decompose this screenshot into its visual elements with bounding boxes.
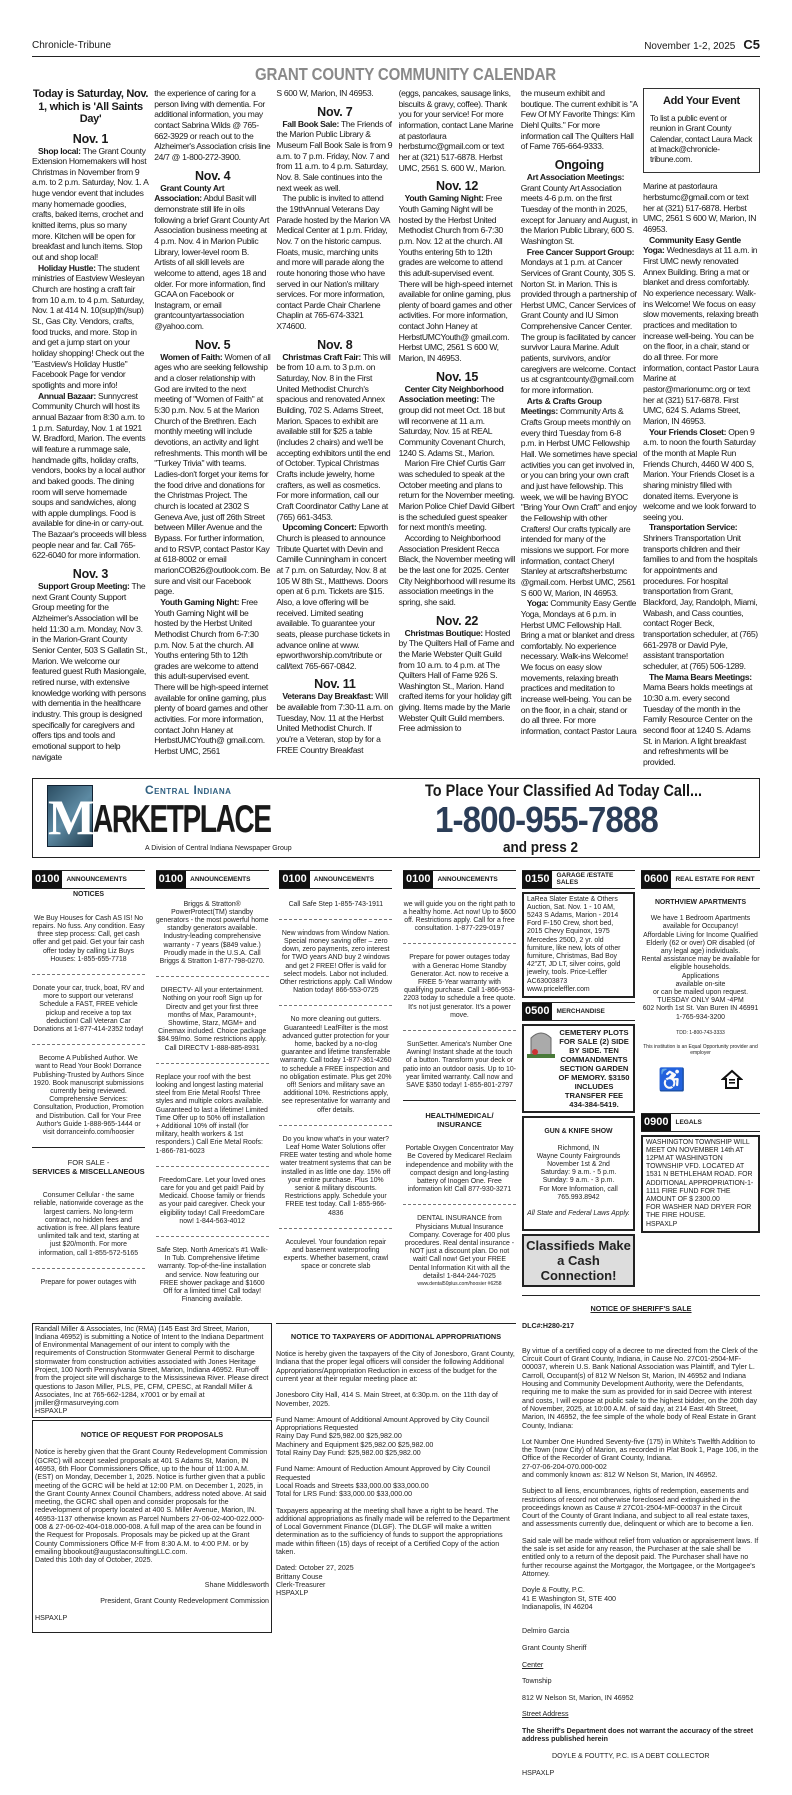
event-text: Shriners Transportation Unit transports children and their families to and from the hospitals for appointments and procedures. For hospital transportation from Grant, Blackford, Jay, Randolph, Miami, Wabash, and Cass counties, contact Roger Beck, transportation scheduler, at (765) 661-2978 or David Pyle, assistant transportation scheduler, at (765) 506-1289. (642, 533, 758, 672)
classified-column-garage-merch (522, 870, 635, 1287)
event-continued: S 600 W, Marion, IN 46953. (276, 88, 374, 98)
address-label: Street Address (522, 1710, 569, 1719)
sheriff-paragraph: By virtue of a certified copy of a decree to me directed from the Clerk of the Circuit Court of Grant County, Indiana, in Cause No. 27C01-2504-MF-000037, wherein U.S. Bank National Association was Plaintiff, and Tyler L. Carroll, Occupant(s) of 812 W Nelson St, Marion, IN 46952 and Indiana Housing and Community Development Authority, were the Defendants, requiring me to make the sum as provided for in said Decree with interest and costs, I will expose at public sale to the highest bidder, on the 20th day of November, 2025, at 10:00 A.M. of said day, at 214 East 4th Street, Marion, IN 46952, the fee simple of the whole body of Real Estate in Grant County, Indiana: (522, 1346, 758, 1430)
event-entry (276, 119, 393, 194)
calendar-day-heading: Nov. 15 (435, 369, 479, 384)
issue-date (644, 37, 760, 52)
calendar-day-heading: Nov. 12 (435, 179, 479, 194)
apartments-text: We have 1 Bedroom Apartments available for Occupancy! Affordable Living for Income Qualified Elderly (62 or over) OR disabled (of any legal age) individuals. Rental assistance may be available for eligible households. Applications available on-site or can be mailed upon request. TUESDAY ONLY 9AM -4PM 602 North 1st St. Van Buren IN 46991 1-765-934-3200 (641, 915, 760, 1021)
rfp-code: HSPAXLP (35, 1614, 68, 1622)
event-text: Free Youth Gaming Night will be hosted by the Herbst United Methodist Church from 6-7:30 p.m. Nov. 12 at the church. All Youths entering 5th to 12th grades are welcome to attend this adult-supervised event. There will be high-speed internet available for online gaming, plus plenty of board games and other activities. For more information, contact John Haney at HerbstUMCYouth@ gmail.com. Herbst UMC, 2561 S 600 W, Marion, IN 46953. (398, 193, 513, 364)
event-text: The public is invited to attend the 19thAnnual Veterans Day Parade hosted by the Marion VA Medical Center at 1 p.m. Friday, Nov. 7 on the historic campus. Floats, music, marching units and more will parade along the route honoring those who have served in our Nation's military services. For more information, contact Parde Chair Charlene Chaplin at 765-674-3321 X74600. (276, 193, 390, 332)
event-text: This will be from 10 a.m. to 3 p.m. on Saturday, Nov. 8 in the First United Methodist Church's spacious and renovated Annex Building, 702 S. Adams Street, Marion. Spaces to exhibit are available still for $25 a table (includes 2 chairs) and we'll be accepting exhibitors until the end of October. Typical Christmas Crafts include jewelry, home crafters, as well as cosmetics. For more information, call our Craft Coordinator Cathy Lane at (765) 661-3453. (276, 351, 391, 522)
event-text: Will be available from 7:30-11 a.m. on Tuesday, Nov. 11 at the Herbst United Methodist Church. If you're a Veteran, stop by for a FREE Country Breakfast (276, 691, 393, 755)
classified-left (32, 870, 516, 1633)
event-continued: (eggs, pancakes, sausage links, biscuits & gravy, coffee). Thank you for your service! For more information, contact Lane Marine at pastorlaura herbstumc@gmail.com or text her at (321) 517-6878. Herbst UMC, 2561 S. 600 W., Marion. (398, 88, 514, 173)
calendar-column (32, 88, 149, 762)
section-code: 0100 (403, 871, 433, 888)
ad-text: DIRECTV- All your entertainment. Nothing on your roof! Sign up for Directv and get your first three months of Max, Paramount+, Showtime, Starz, MGM+ and Cinemax included. Choice package $84.99/mo. Some restrictions apply. Call DIRECTV 1-888-885-8931 (157, 987, 267, 1052)
ad-text: New windows from Window Nation. Special money saving offer – zero down, zero payments, zero interest for TWO years AND buy 2 windows and get 2 FREE! Offer is valid for select models. Labor not included. Other restrictions apply. Call Window Nation today! 866-553-0725 (279, 929, 393, 995)
event-title: Christmas Craft Fair: (282, 351, 361, 362)
event-entry (399, 628, 516, 735)
classified-ad (32, 1045, 145, 1147)
event-title: Arts & Crafts Group Meetings: (520, 395, 602, 417)
page-header (32, 0, 760, 88)
sheriff-title-role: Grant County Sheriff (522, 1644, 587, 1653)
event-title: Center City Neighborhood Association meeting: (398, 383, 504, 405)
event-text: According to Neighborhood Association President Recca Black, the November meeting will be the last one for 2025. Center City Neighborhood will resume its association meetings in the spring, she said. (398, 532, 516, 607)
wheelchair-accessible-icon: ♿ (658, 1067, 686, 1093)
event-entry (32, 391, 149, 562)
sheriff-paragraph: Said sale will be made without relief from valuation or appraisement laws. If the sale is set aside for any reason, the Purchaser at the sale shall be entitled only to a return of the deposit paid. The Purchaser shall have no further recourse against the Mortgagor, the Mortgagee, or the Mortgagee's Attorney. (522, 1536, 759, 1578)
ad-text: we will guide you on the right path to a healthy home. Act now! Up to $600 off. Restrictions apply. Call for a free consultation. 1-877-229-0197 (403, 900, 516, 933)
taxpayers-paragraph: Fund Name: Amount of Reduction Amount Approved by City Council Requested Local Roads and Streets $33,000.00 $33,000.00 Total for LRS Fund: $33,000.00 $33,000.00 (276, 1465, 491, 1499)
section-header (156, 870, 269, 889)
taxpayers-paragraph: Dated: October 27, 2025 Brittany Couse Clerk-Treasurer HSPAXLP (276, 1564, 354, 1598)
classified-ad (156, 1167, 269, 1237)
section-header-merch (522, 1002, 635, 1021)
event-title: Grant County Art Association: (154, 182, 225, 204)
event-continued: the experience of caring for a person living with dementia. For additional information, you may contact Sabrina Wilds @ 765-662-3929 or reach out to the Alzheimer's Association crisis line 24/7 @ 1-800-272-3900. (154, 88, 271, 162)
event-continued: the museum exhibit and boutique. The current exhibit is "A Few Of MY Favorite Things: Kim Diehl Quilts." For more information call The Quilters Hall of Fame 765-664-9333. (520, 88, 638, 152)
sheriff-code: HSPAXLP (522, 1768, 555, 1777)
classified-ad (156, 1064, 269, 1167)
event-text: Wednesdays at 11 a.m. in First UMC newly renovated Annex Building. Bring a mat or blanket and dress comfortably. No experience necessary. Walk-ins Welcome! We focus on easy slow movements, relaxing breath practices and meditation to increase well-being. You can be on the floor, in a chair, stand or do all three. For more information, contact Pastor Laura Marine at pastor@marionumc.org or text her at (321) 517-6878. First UMC, 624 S. Adams Street, Marion, IN 46953. (642, 245, 759, 426)
ad-text: SunSetter. America's Number One Awning! Instant shade at the touch of a button. Transform your deck or patio into an outdoor oasis. Up to 10-year limited warranty. Call now and SAVE $350 today! 1-855-801-2797 (402, 1041, 516, 1090)
event-title: Community Easy Gentle Yoga: (642, 234, 741, 256)
classified-ad (279, 1006, 392, 1125)
event-entry (399, 458, 516, 533)
section-subheading: NOTICES (72, 890, 105, 898)
classified-ad (156, 891, 269, 978)
classified-ad (32, 1182, 145, 1269)
event-title: Yoga: (526, 598, 549, 609)
ad-text: Replace your roof with the best looking and longest lasting material steel from Erie Metal Roofs! Three styles and multiple colors available. Guaranteed to last a lifetime! Limited Time Offer up to 50% off installation + Additional 10% off install (for military, health workers & 1st responders.) Call Erie Metal Roofs: 1-866-781-6023 (155, 1073, 268, 1155)
calendar-day-heading: Nov. 5 (194, 337, 231, 352)
event-entry (32, 581, 149, 762)
section-name: SERVICES & MISCELLANEOUS (32, 1167, 145, 1177)
event-entry (154, 597, 271, 757)
sheriff-paragraph: Lot Number One Hundred Seventy-five (175) in White's Twelfth Addition to the Town (now City) of Marion, as recorded in Plat Book 1, Page 106, in the Office of the Recorder of Grant County, Indiana. 27-07-06-204-070.000-002 and commonly known as: 812 W Nelson St, Marion, IN 46952. (522, 1437, 759, 1479)
ad-text: No more cleaning out gutters. Guaranteed! LeafFilter is the most advanced gutter protection for your home, backed by a no-clog guarantee and lifetime transferrable warranty. Call today 1-877-361-4260 to schedule a FREE inspection and no obligation estimate. Plus get 20% off! Seniors and military save an additional 10%. Restrictions apply, see representative for warranty and offer details. (280, 1016, 392, 1114)
sheriff-body (522, 1347, 760, 1611)
calendar-title: GRANT COUNTY COMMUNITY CALENDAR (255, 64, 556, 84)
sheriff-dlc: DLC#:H280-217 (522, 1322, 575, 1331)
calendar-day-heading: Nov. 11 (314, 677, 356, 692)
section-category: MERCHANDISE (556, 1008, 605, 1016)
classified-ad (403, 1031, 516, 1100)
event-text: Mama Bears holds meetings at 10:30 a.m. every second Tuesday of the month in the Family Resource Center on the second floor at 1240 S. Adams St. in Marion. A light breakfast and refreshments will be provided. (642, 682, 753, 767)
event-text: The next Grant County Support Group meeting for the Alzheimer's Association will be held 11:30 a.m. Monday, Nov 3. in the Marion-Grant County Senior Center, 503 S Gallatin St., Marion. We welcome our featured guest Ruth Masiongale, retired nurse, with extensive knowledge working with persons with dementia in the healthcare industry. This group is designed specifically for caregivers and offers tips and tools and emotional support to help navigate (32, 581, 148, 762)
section-code: 0600 (641, 871, 671, 888)
rfp-signer: Shane Middlesworth (204, 1580, 269, 1589)
classified-ad (156, 977, 269, 1064)
event-text: Community Arts & Crafts Group meets monthly on every third Tuesday from 6-8 p.m. in Herbst UMC Fellowship Hall. We sometimes have special activities you can get involved in, or you can bring your own craft and just have fellowship. This week, we will be having BYOC "Bring Your Own Craft" and enjoy the Fellowship with other Crafters! Our crafts typically are intended for many of the missions we support. For more information, contact Cheryl Stanley at artscraftsherbstumc @gmail.com. Herbst UMC, 2561 S 600 W, Marion, IN 46953. (520, 406, 637, 598)
event-title: Free Cancer Support Group: (526, 246, 635, 257)
newspaper-name: Chronicle-Tribune (32, 40, 112, 51)
calendar-date-heading: Today is Saturday, Nov. 1, which is 'All Saints Day' (32, 88, 149, 125)
washington-township-legal: WASHINGTON TOWNSHIP WILL MEET ON NOVEMBER 14th AT 12PM AT WASHINGTON TOWNSHIP VFD. LOCATED AT 1531 N BETHLEHAM ROAD. FOR ADDITIONAL APPROPRIATION-1-1111 FIRE FUND FOR THE AMOUNT OF $ 2300.00 FOR WASHER NAD DRYER FOR THE FIRE HOUSE. HSPAXLP (641, 1135, 760, 1233)
event-title: Youth Gaming Night: (160, 596, 240, 607)
calendar-ongoing-heading: Ongoing (554, 157, 604, 172)
ad-text: We Buy Houses for Cash AS IS! No repairs. No fuss. Any condition. Easy three step process: Call, get cash offer and get paid. Get your fair cash offer today by calling Liz Buys Houses: 1-855-655-7718 (32, 914, 145, 963)
taxpayers-notice (276, 1323, 516, 1614)
event-title: Your Friends Closet: (648, 426, 727, 437)
marketplace-banner (32, 778, 760, 858)
event-entry (643, 672, 760, 768)
event-text: Hosted by The Quilters Hall of Fame and the Marie Webster Quilt Guild from 10 a.m. to 4 p.m. at The Quilters Hall of Fame 926 S. Washington St., Marion. Hand crafted items for your holiday gift giving. Items made by the Marie Webster Quilt Guild members. Free admission to (398, 627, 514, 734)
section-category: LEGALS (675, 1118, 702, 1126)
calendar-day-heading: Nov. 4 (194, 168, 231, 183)
taxpayers-paragraph: Fund Name: Amount of Additional Amount Approved by City Council Appropriations Requested Rainy Day Fund $25,982.00 $25,982.00 Machinery and Equipment $25,982.00 $25,982.00 Total Rainy Day Fund: $25,982.00 $25,982.00 (276, 1415, 489, 1458)
calendar-column (154, 88, 271, 757)
event-text: The group did not meet Oct. 18 but will reconvene at 11 a.m. Saturday, Nov. 15 at REAL Community Covenant Church, 1240 S. Adams St., Marion. (398, 394, 506, 458)
calendar-column (276, 88, 393, 755)
township-value: Center (522, 1660, 544, 1669)
event-title: Annual Bazaar: (38, 390, 96, 401)
event-title: Support Group Meeting: (38, 581, 130, 592)
calendar-day-heading: Nov. 7 (317, 104, 353, 119)
cemetery-plots-ad (522, 1024, 635, 1113)
classified-right (522, 870, 760, 1786)
classified-ad (156, 1237, 269, 1314)
calendar-day-heading: Nov. 22 (435, 613, 479, 628)
ad-text: Prepare for power outages today with a Generac Home Standby Generator. Act. now to receive a FREE 5-Year warranty with qualifying purchase. Call 1-866-953-2203 today to schedule a free quote. It's not just generator. It's a power move. (403, 954, 516, 1019)
section-code: 0900 (641, 1114, 671, 1131)
classified-ads (32, 870, 516, 1315)
event-title: Holiday Hustle: (38, 262, 96, 273)
classified-press: and press 2 (503, 838, 579, 856)
event-text: The Grant County Extension Homemakers will host Christmas in November from 9 a.m. to 2 p.m. Saturday, Nov. 1. A huge vendor event that includes many homemade goodies, crafts, baked items, crochet and knitted items, plus so many more. Kitchen will be open for breakfast and lunch items. Stop out and shop local! (32, 145, 148, 263)
event-title: Shop local: (38, 145, 81, 156)
classified-ad (403, 1205, 516, 1297)
estate-auction-ad: LaRea Slater Estate & Others Auction, Sat. Nov. 1 - 10 AM, 5243 S Adams, Marion - 2014 Ford F-150 Crew, short bed, 2015 Chevy Equinox, 1975 Mercedes 250D, 2 yr. old furniture, like new, lots of other furniture, Christmas, Bad Boy 42"ZT, JD LT, silver coins, gold jewelry, tools. Price-Leffler AC63003873 www.priceleffler.com (522, 892, 635, 998)
ad-text: Call Safe Step 1-855-743-1911 (288, 900, 384, 908)
notice-stack (32, 1323, 272, 1633)
event-entry (521, 396, 638, 598)
marketplace-logo-m: M (47, 785, 93, 847)
event-entry (643, 522, 760, 671)
northview-apartments-ad (641, 891, 760, 1101)
event-text: Mondays at 1 p.m. at Cancer Services of Grant County, 305 S. Norton St. in Marion. This is provided through a partnership of Herbst UMC, Cancer Services of Grant County and IU Simon Comprehensive Cancer Center. The group is facilitated by cancer survivor Laura Marine. Adult patients, survivors, and/or caregivers are welcome. Contact us at csgrantcounty@gmail.com for more information. (520, 257, 637, 396)
ad-text: FreedomCare. Let your loved ones care for you and get paid! Paid by Medicaid. Choose family or friends as your paid caregiver. Check your eligibility today! Call FreedomCare now! 1-844-563-4012 (158, 1176, 266, 1225)
section-header-garage (522, 870, 635, 889)
section-header (32, 870, 145, 889)
taxpayers-title: NOTICE TO TAXPAYERS OF ADDITIONAL APPROPRIATIONS (290, 1331, 502, 1341)
marketplace-logo-text: ARKETPLACE (93, 797, 271, 841)
ad-text: Safe Step. North America's #1 Walk-In Tub. Comprehensive lifetime warranty. Top-of-the-line installation and service. Now featuring our FREE shower package and $1600 Off for a limited time! Call today! Financing available. (156, 1247, 268, 1304)
community-calendar (32, 88, 760, 768)
taxpayers-body (276, 1350, 516, 1597)
equal-housing-icon (721, 1068, 743, 1090)
page-number: C5 (743, 37, 760, 52)
notice-row (32, 1323, 516, 1633)
rfp-signer-title: President, Grant County Redevelopment Commission (100, 1597, 269, 1606)
event-title: Veterans Day Breakfast: (282, 691, 374, 702)
event-entry (521, 172, 638, 247)
ad-url: www.dental50plus.com/hoosier #6258 (417, 1281, 502, 1288)
calendar-day-heading: Nov. 3 (72, 567, 109, 582)
sheriff-sale-notice (522, 1295, 760, 1785)
classified-ad (32, 975, 145, 1045)
event-entry (399, 533, 516, 608)
cash-connection-promo: Classifieds Make a Cash Connection! (522, 1234, 635, 1287)
ad-text: Acculevel. Your foundation repair and basement waterproofing experts. Whether basement, crawl space or concrete slab (283, 1238, 389, 1271)
tdd-number: TDD: 1-800-743-3333 (676, 1030, 725, 1037)
event-title: Fall Book Sale: (282, 118, 340, 129)
section-code: 0100 (32, 871, 62, 888)
section-header (403, 870, 516, 889)
event-text: Women of all ages who are seeking fellowship and a closer relationship with God are invited to the next meeting of "Women of Faith" at 5:30 p.m. Nov. 5 at the Marion Church of the Brethren. Each monthly meeting will include devotions, an activity and light refreshments. This month will be "Turkey Trivia" with teams. Ladies-don't forget your items for the food drive and donations for the Christmas Project. The church is located at 2302 S Geneva Ave, just off 26th Street between Miller Avenue and the Bypass. For further information, and to RSVP, contact Pastor Kay at 618-8002 or email marionCOB26@outlook.com. Be sure and visit our Facebook page. (154, 351, 271, 597)
classified-column-rent-legals (641, 870, 760, 1236)
sheriff-title: NOTICE OF SHERIFF'S SALE (590, 1303, 692, 1313)
ad-text: Do you know what's in your water? Leaf Home Water Solutions offer FREE water testing and whole home water treatment systems that can be installed in as little one day. 15% off your entire purchase. Plus 10% senior & military discounts. Restrictions apply. Schedule your FREE test today. Call 1-855-966-4836 (279, 1135, 392, 1217)
event-entry (276, 522, 393, 671)
taxpayers-paragraph: Jonesboro City Hall, 414 S. Main Street, at 6:30p.m. on the 11th day of November, 2025. (276, 1391, 498, 1408)
classified-ad (279, 920, 392, 1007)
township-label: Township (522, 1677, 552, 1686)
calendar-column (399, 88, 516, 734)
classified-ad (32, 1269, 145, 1297)
gun-show-note: All State and Federal Laws Apply. (527, 1210, 630, 1218)
classified-column (156, 870, 269, 1315)
event-title: Upcoming Concert: (282, 522, 357, 533)
gun-show-title: GUN & KNIFE SHOW (544, 1128, 613, 1136)
gun-show-text: Richmond, IN Wayne County Fairgrounds November 1st & 2nd Saturday: 9 a.m. - 5 p.m. Sunday: 9 a.m. - 3 p.m. For More Information, call 765.993.8942 (536, 1144, 621, 1201)
event-entry (399, 193, 516, 364)
section-code: 0100 (156, 871, 186, 888)
section-code: 0100 (279, 871, 309, 888)
classified-section-heading (403, 1100, 516, 1135)
sheriff-name: Delmiro Garcia (522, 1627, 570, 1636)
event-continued: Marine at pastorlaura herbstumc@gmail.com or text her at (321) 517-6878. Herbst UMC, 2561 S 600 W, Marion, IN 46953. (642, 181, 757, 235)
date: November 1-2, 2025 (644, 41, 736, 52)
event-entry (521, 598, 638, 737)
add-event-text: To list a public event or reunion in Grant County Calendar, contact Laura Mack at lmack@chronicle-tribune.com. (649, 113, 752, 165)
ad-text: Consumer Cellular - the same reliable, nationwide coverage as the largest carriers. No long-term contract, no hidden fees and activation is free. All plans feature unlimited talk and text, starting at just $20/month. For more information, call 1-855-572-5165 (33, 1192, 144, 1257)
ad-text: DENTAL INSURANCE from Physicians Mutual Insurance Company. Coverage for 400 plus procedures. Real dental insurance - NOT just a discount plan. Do not wait! Call now! Get your FREE Dental Information Kit with all the details! 1-844-244-7025 (404, 1215, 515, 1280)
ad-text: Briggs & Stratton® PowerProtect(TM) standby generators - the most powerful home standby generators available. Industry-leading comprehensive warranty - 7 years ($849 value.) Proudly made in the U.S.A. Call Briggs & Stratton 1-877-798-0270. (155, 900, 269, 965)
rfp-title: NOTICE OF REQUEST FOR PROPOSALS (80, 1430, 224, 1440)
event-entry (276, 352, 393, 523)
event-text: Epworth Church is pleased to announce Tribute Quartet with Devin and Camille Cunningham in concert at 7 p.m. on Saturday, Nov. 8 at 105 W 8th St., Matthews. Doors open at 6 p.m. Tickets are $15. Also, a love offering will be received. Limited seating available. To guarantee your seats, please purchase tickets in advance online at www. epworthworship.com/tribute or call/text 765-667-0842. (276, 522, 390, 671)
marketplace-tagline: A Division of Central Indiana Newspaper Group (145, 844, 292, 852)
ad-text: Portable Oxygen Concentrator May Be Covered by Medicare! Reclaim independence and mobility with the compact design and long-lasting battery of Inogen One. Free information kit! Call 877-930-3271 (405, 1145, 514, 1194)
event-text: Abdul Basit will demonstrate still life in oils following a brief Grant County Art Association business meeting at 4 p.m. Nov. 4 in Marion Public Library, lower-level room B. Artists of all skill levels are welcome to attend, ages 18 and older. For more information, find GCAA on Facebook or Instagram, or email grantcountyartassociation @yahoo.com. (154, 193, 270, 332)
event-text: Open 9 a.m. to noon the fourth Saturday of the month at Maple Run Friends Church, 4460 W 400 S, Marion. Your Friends Closet is a sharing ministry filled with donated items. Everyone is welcome and we look forward to seeing you. (642, 426, 756, 522)
section-category: REAL ESTATE FOR RENT (675, 875, 755, 883)
stormwater-notice: Randall Miller & Associates, Inc (RMA) (145 East 3rd Street, Marion, Indiana 46952) is submitting a Notice of Intent to the Indiana Department of Environmental Management of our intent to comply with the requirements of Construction Stormwater General Permit to discharge stormwater from construction activities associated with Jones Heritage Project, 100 North Pennsylvania Street, Marion, Indiana 46952. Run-off from the project site will discharge to the Mississinewa River. Please direct questions to Jason Miller, PLS, PE, CFM, CPESC, at Randall Miller & Associates, Inc at 765-662-1284, x7001 or by email at jmiller@rmasurveying.com HSPAXLP (32, 1323, 272, 1418)
classified-ad (403, 1135, 516, 1205)
cemetery-text: CEMETERY PLOTS FOR SALE (2) SIDE BY SIDE. TEN COMMANDMENTS SECTION GARDEN OF MEMORY. $3150 INCLUDES TRANSFER FEE 434-384-5419. (558, 1028, 630, 1110)
classified-ad (403, 891, 516, 945)
event-title: Christmas Boutique: (404, 627, 483, 638)
classified-section-heading (32, 1147, 145, 1182)
event-entry (154, 352, 271, 597)
debt-collector-note: DOYLE & FOUTTY, P.C. IS A DEBT COLLECTOR (552, 1751, 710, 1760)
event-text: Sunnycrest Community Church will host its annual Bazaar from 8:30 a.m. to 1 p.m. Saturday, Nov. 1 at 1921 W. Bradford, Marion. The events will feature a rummage sale, handmade gifts, holiday crafts, vendors, books by a local author and baked goods. The dining room will serve homemade soups and sandwiches, along with apple dumplings. Food is available for dine-in or carry-out. The Bazaar's proceeds will bless people near and far. Call 765-622-6040 for more information. (32, 390, 147, 561)
classified-ad (279, 1229, 392, 1282)
classified-right-columns (522, 870, 760, 1287)
classified-phone: 1-800-955-7888 (435, 798, 658, 840)
tombstone-icon (527, 1028, 555, 1058)
classified-column (403, 870, 516, 1298)
rfp-notice (32, 1420, 272, 1633)
event-text: Marion Fire Chief Curtis Garr was scheduled to speak at the October meeting and plans to return for the November meeting. Marion Police Chief David Gilbert is the scheduled guest speaker for next month's meeting. (398, 458, 515, 533)
apartments-title: NORTHVIEW APARTMENTS (654, 898, 747, 906)
classified-ad (32, 905, 145, 975)
event-text: Community Easy Gentle Yoga, Mondays at 6 p.m. in Herbst UMC Fellowship Hall. Bring a mat or blanket and dress comfortably. No experience necessary. Walk-ins Welcome! We focus on easy slow movements, relaxing breath practices and meditation to increase well-being. You can be on the floor, in a chair, stand or do all three. For more information, contact Pastor Laura (520, 598, 637, 737)
event-text: Free Youth Gaming Night will be hosted by the Herbst United Methodist Church from 6-7:30 p.m. Nov. 5 at the church. All Youths entering 5th to 12th grades are welcome to attend this adult-supervised event. There will be high-speed internet available for online gaming, plus plenty of board games and other activities. For more information, contact John Haney at HerbstUMCYouth@ gmail.com. Herbst UMC, 2561 (154, 596, 268, 757)
event-title: Women of Faith: (160, 351, 223, 362)
rfp-body: Notice is hereby given that the Grant County Redevelopment Commission (GCRC) will accept sealed proposals at 401 S Adams St, Marion, IN 46953, 6th Floor Commissioners Office, up to the hour of 11:00 A.M. (EST) on Monday, December 1, 2025. Notice is further given that a public meeting of the GCRC will be held at 12:00 P.M. on December 1, 2025, in the Grant County Annex Council Chambers, address noted above. At said meeting, the GCRC shall open and consider proposals for the redevelopment of property located at 400 S. Miller Avenue, Marion, IN. 46953-1137 otherwise known as Parcel Numbers 27-06-02-400-022.000-008 & 27-06-02-404-018.000-008. A full map of the area can be found in the Request for Proposals. Proposals may be picked up at the Grant County Commissioners Office M-F from 8:30 A.M. to 4:00 P.M. or by emailing bbookout@augustaconsultingLLC.com. Dated this 10th day of October, 2025. (35, 1448, 268, 1565)
marketplace-logo-top: Central Indiana (145, 782, 232, 797)
sheriff-paragraph: Doyle & Foutty, P.C. 41 E Washington St, STE 400 Indianapolis, IN 46204 (522, 1586, 616, 1611)
section-header (279, 870, 392, 889)
event-entry (276, 691, 393, 755)
event-entry (399, 384, 516, 459)
section-prefix: FOR SALE - (67, 1158, 110, 1168)
calendar-day-heading: Nov. 8 (317, 337, 353, 352)
event-title: Art Association Meetings: (526, 171, 625, 182)
classified-call-label: To Place Your Classified Ad Today Call... (425, 780, 703, 800)
event-entry (32, 146, 149, 263)
taxpayers-paragraph: Notice is hereby given the taxpayers of the City of Jonesboro, Grant County, Indiana that the proper legal officers will consider the following Additional Appropriations/Appropriation Reduction in excess of the budget for the current year at their regular meeting place at: (276, 1350, 515, 1383)
classified-ad (279, 1126, 392, 1229)
ad-text: Prepare for power outages with (40, 1278, 137, 1286)
event-title: Transportation Service: (648, 522, 738, 533)
calendar-column (643, 88, 760, 768)
event-entry (154, 183, 271, 332)
event-entry (32, 263, 149, 391)
section-header-rent (641, 870, 760, 889)
classified-column (32, 870, 145, 1298)
event-entry (276, 193, 393, 332)
address-value: 812 W Nelson St, Marion, IN 46952 (522, 1693, 634, 1702)
ad-text: Donate your car, truck, boat, RV and more to support our veterans! Schedule a FAST, FREE vehicle pickup and receive a top tax deduction! Call Veteran Car Donations at 1-877-414-2352 today! (32, 985, 145, 1034)
event-text: The Friends of the Marion Public Library & Museum Fall Book Sale is from 9 a.m. to 7 p.m. Friday, Nov. 7 and from 11 a.m. to 4 p.m. Saturday, Nov. 8. Sale continues into the next week as well. (276, 118, 393, 193)
section-category: ANNOUNCEMENTS (437, 875, 498, 883)
header-rule (32, 56, 760, 57)
event-text: Grant County Art Association meets 4-6 p.m. on the first Tuesday of the month in 2025, except for January and August, in the Marion Public Library, 600 S. Washington St. (520, 182, 638, 246)
classified-column (279, 870, 392, 1282)
section-code: 0500 (522, 1003, 552, 1020)
event-entry (643, 235, 760, 427)
sheriff-paragraph: Subject to all liens, encumbrances, rights of redemption, easements and restrictions of record not otherwise foreclosed and extinguished in the proceedings known as Cause # 27C01-2504-MF-000037 in the Circuit Court of the County of Grant Indiana, and subject to all real estate taxes, and assessments currently due, delinquent or which are to become a lien. (522, 1487, 754, 1529)
event-title: The Mama Bears Meetings: (648, 671, 752, 682)
section-name: HEALTH/MEDICAL/ INSURANCE (425, 1111, 494, 1130)
add-event-title: Add Your Event (663, 95, 740, 107)
section-category: ANNOUNCEMENTS (66, 875, 127, 883)
section-code: 0150 (522, 871, 552, 888)
section-category: GARAGE /ESTATE SALES (556, 872, 614, 887)
taxpayers-paragraph: Taxpayers appearing at the meeting shall have a right to be heard. The additional appropriations as finally made will be referred to the Department of Local Government Finance (DLGF). The DLGF will make a written determination as to the sufficiency of funds to support the appropriations made within fifteen (15) days of receipt of a Certified Copy of the action taken. (276, 1506, 510, 1557)
calendar-day-heading: Nov. 1 (72, 131, 109, 146)
section-category: ANNOUNCEMENTS (190, 875, 251, 883)
section-category: ANNOUNCEMENTS (313, 875, 375, 883)
event-text: The student ministries of Eastview Wesleyan Church are hosting a craft fair from 10 a.m. to 4 p.m. Saturday, Nov. 1 at 414 N. 10(sup)th(/sup) St., Gas City. Vendors, crafts, food trucks, and more. Stop in and get a jump start on your holiday shopping! Check out the "Eastview's Holiday Hustle" Facebook Page for vendor spotlights and more info! (32, 262, 145, 390)
address-warning: The Sheriff's Department does not warrant the accuracy of the street address published herein (522, 1727, 754, 1744)
event-title: Youth Gaming Night: (404, 193, 484, 204)
classified-section (32, 870, 760, 1786)
housing-icons (641, 1068, 760, 1092)
event-entry (643, 427, 760, 523)
section-header-legals (641, 1113, 760, 1132)
calendar-column (521, 88, 638, 737)
gun-show-ad (522, 1116, 635, 1231)
ad-text: Become A Published Author. We want to Read Your Book! Dorrance Publishing-Trusted by Authors Since 1920. Book manuscript submissions currently being reviewed. Comprehensive Services: Consultation, Production, Promotion and Distribution. Call for Your Free Author's Guide 1-888-965-1444 or visit dorranceinfo.com/hoosier (33, 1055, 144, 1137)
equal-opportunity-note: This institution is an Equal Opportunity provider and employer (643, 1044, 758, 1057)
add-your-event-box (643, 88, 760, 173)
classified-ad (403, 944, 516, 1031)
event-entry (521, 247, 638, 396)
classified-ad (279, 891, 392, 920)
